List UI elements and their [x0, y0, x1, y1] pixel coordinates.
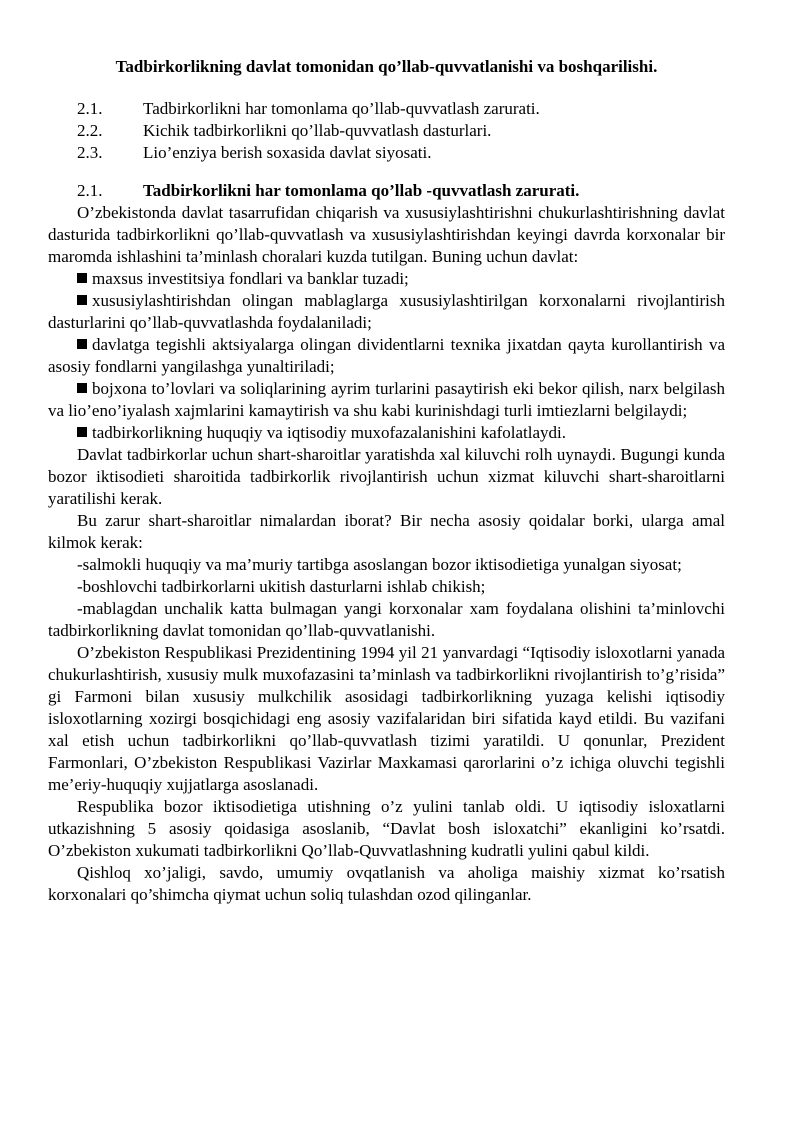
toc-item-number: 2.1.	[77, 99, 103, 118]
toc-item-number: 2.3.	[77, 143, 103, 162]
section-number: 2.1.	[77, 181, 103, 200]
toc-item-text: Kichik tadbirkorlikni qo’llab-quvvatlash dasturlari.	[143, 121, 492, 140]
bullet-text: bojxona to’lovlari va soliqlarining ayrim turlarini pasaytirish eki bekor qilish, narx belgilash va lio’eno’iyalash xajmlarini kamaytirish va shu kabi kurinishdagi turli imtiezlarni belgilaydi;	[48, 379, 725, 420]
document-page	[48, 56, 725, 906]
section-heading	[48, 180, 725, 202]
bullet-item	[48, 334, 725, 378]
square-bullet-icon	[77, 295, 87, 305]
square-bullet-icon	[77, 383, 87, 393]
body-paragraph: Qishloq xo’jaligi, savdo, umumiy ovqatlanish va aholiga maishiy xizmat ko’rsatish korxonalari qo’shimcha qiymat uchun soliq tulashdan ozod qilinganlar.	[48, 863, 725, 904]
square-bullet-icon	[77, 273, 87, 283]
body-paragraph: Davlat tadbirkorlar uchun shart-sharoitlar yaratishda xal kiluvchi rolh uynaydi. Bugungi kunda bozor iktisodieti sharoitida tadbirkorlik rivojlantirish uchun xizmat kiluvchi shart-sharoitlarni yaratilishi kerak.	[48, 445, 725, 508]
toc-item	[48, 98, 725, 120]
toc-item	[48, 142, 725, 164]
toc-item-text: Lio’enziya berish soxasida davlat siyosati.	[143, 143, 432, 162]
document-title: Tadbirkorlikning davlat tomonidan qo’llab-quvvatlanishi va boshqarilishi.	[115, 57, 658, 76]
square-bullet-icon	[77, 427, 87, 437]
bullet-text: tadbirkorlikning huquqiy va iqtisodiy muxofazalanishini kafolatlaydi.	[92, 423, 567, 442]
toc-item	[48, 120, 725, 142]
body-paragraph: -mablagdan unchalik katta bulmagan yangi korxonalar xam foydalana olishini ta’minlovchi tadbirkorlikning davlat tomonidan qo’llab-quvvatlanishi.	[48, 599, 725, 640]
toc-item-text: Tadbirkorlikni har tomonlama qo’llab-quvvatlash zarurati.	[143, 99, 540, 118]
bullet-item	[48, 268, 725, 290]
bullet-text: davlatga tegishli aktsiyalarga olingan dividentlarni texnika jixatdan qayta kurollantirish va asosiy fondlarni yangilashga yunaltiriladi;	[48, 335, 725, 376]
table-of-contents	[48, 98, 725, 164]
body-paragraph: Bu zarur shart-sharoitlar nimalardan iborat? Bir necha asosiy qoidalar borki, ularga amal kilmok kerak:	[48, 511, 725, 552]
bullet-text: xususiylashtirishdan olingan mablaglarga xususiylashtirilgan korxonalarni rivojlantirish dasturlarini qo’llab-quvvatlashda foydalaniladi;	[48, 291, 725, 332]
bullet-item	[48, 378, 725, 422]
intro-paragraph: O’zbekistonda davlat tasarrufidan chiqarish va xususiylashtirishni chukurlashtirishning davlat dasturida tadbirkorlikni qo’llab-quvvatlash va xususiylashtirishdan keyingi davrda korxonalar bir maromda ishlashini ta’minlash choralari kuzda tutilgan. Buning uchun davlat:	[48, 203, 725, 266]
bullet-text: maxsus investitsiya fondlari va banklar tuzadi;	[92, 269, 409, 288]
body-paragraph: -salmokli huquqiy va ma’muriy tartibga asoslangan bozor iktisodietiga yunalgan siyosat;	[77, 555, 682, 574]
toc-item-number: 2.2.	[77, 121, 103, 140]
bullet-item	[48, 290, 725, 334]
body-paragraph: Respublika bozor iktisodietiga utishning o’z yulini tanlab oldi. U iqtisodiy isloxatlarni utkazishning 5 asosiy qoidasiga asoslanib, “Davlat bosh isloxatchi” ekanligini ko’rsatdi. O’zbekiston xukumati tadbirkorlikni Qo’llab-Quvvatlashning kudratli yulini qabul kildi.	[48, 797, 725, 860]
body-paragraph: O’zbekiston Respublikasi Prezidentining 1994 yil 21 yanvardagi “Iqtisodiy isloxotlarni yanada chukurlashtirish, xususiy mulk muxofazasini ta’minlash va tadbirkorlikni rivojlantirish to’g’risida” gi Farmoni bilan xususiy mulkchilik asosidagi tadbirkorlikning yuzaga kelishi iqtisodiy isloxotlarning xozirgi bosqichidagi eng asosiy vazifalaridan biri sifatida kayd etildi. Bu vazifani xal etish uchun tadbirkorlikni qo’llab-quvvatlash tizimi yaratildi. U qonunlar, Prezident Farmonlari, O’zbekiston Respublikasi Vazirlar Maxkamasi qarorlarini o’z ichiga oluvchi tegishli me’eriy-huquqiy xujjatlarga asoslanadi.	[48, 643, 725, 794]
section-title: Tadbirkorlikni har tomonlama qo’llab -quvvatlash zarurati.	[143, 181, 580, 200]
square-bullet-icon	[77, 339, 87, 349]
bullet-item	[48, 422, 725, 444]
body-paragraph: -boshlovchi tadbirkorlarni ukitish dasturlarni ishlab chikish;	[77, 577, 486, 596]
